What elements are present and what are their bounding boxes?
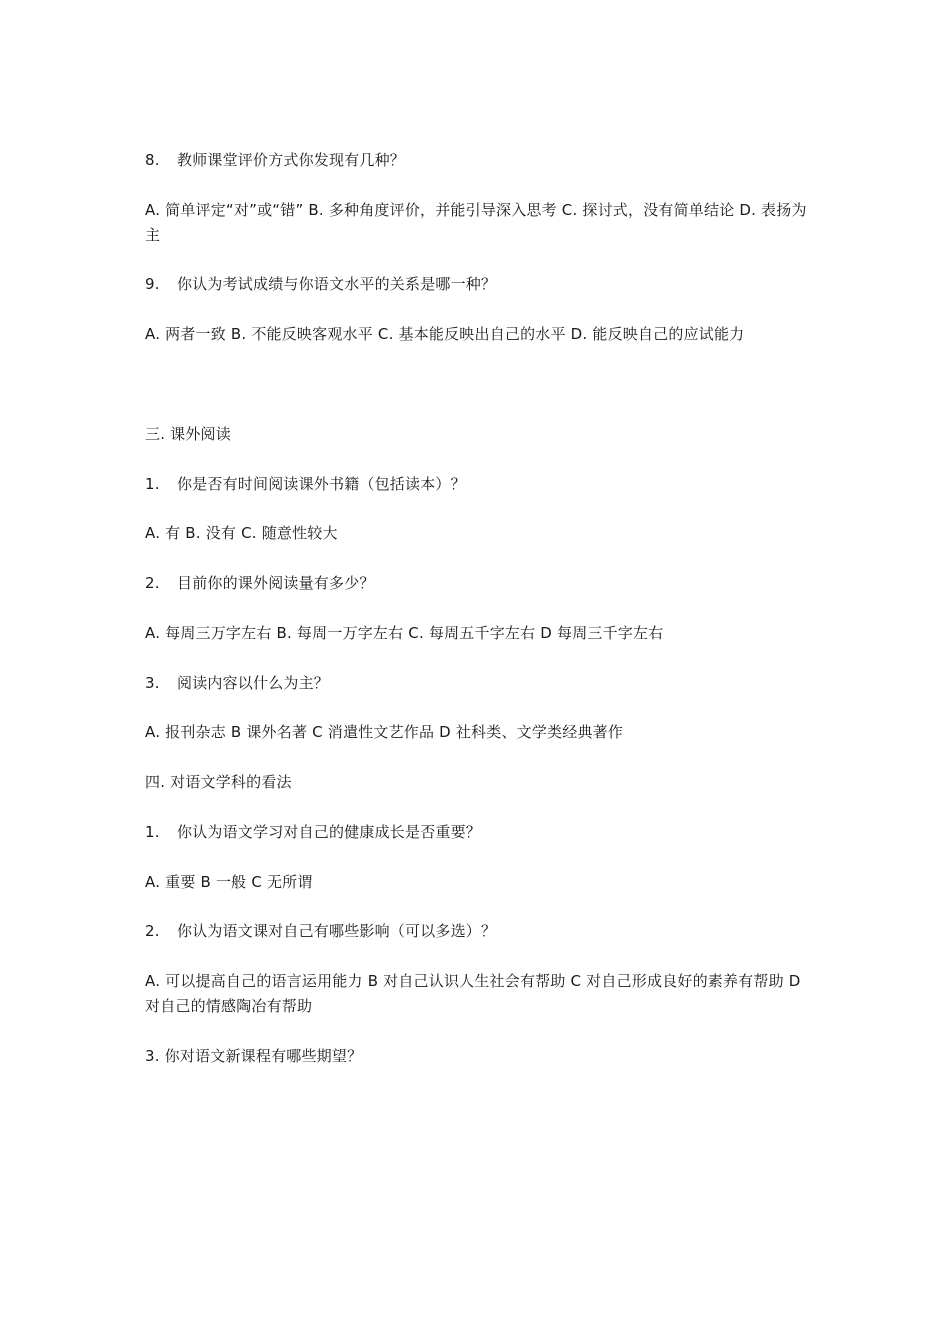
section-4-question-2 [145,919,810,944]
question-8 [145,148,810,173]
question-text: 教师课堂评价方式你发现有几种？ [177,151,406,169]
question-9 [145,272,810,297]
question-text: 你认为考试成绩与你语文水平的关系是哪一种？ [177,275,497,293]
section-3-question-2-options: A. 每周三万字左右 B. 每周一万字左右 C. 每周五千字左右 D 每周三千字左右 [145,624,664,642]
question-text: 阅读内容以什么为主？ [177,674,330,692]
question-text: 目前你的课外阅读量有多少？ [177,574,375,592]
question-8-options: A. 简单评定“对”或“错” B. 多种角度评价，并能引导深入思考 C. 探讨式，没有简单结论 D. 表扬为主 [145,201,807,244]
section-3-question-3 [145,671,810,696]
question-number: 1. [145,475,160,493]
question-number: 1. [145,823,160,841]
question-number: 8. [145,151,160,169]
question-text: 你认为语文学习对自己的健康成长是否重要？ [177,823,482,841]
question-number: 3. [145,674,160,692]
section-4-question-2-options: A. 可以提高自己的语言运用能力 B 对自己认识人生社会有帮助 C 对自己形成良好的素养有帮助 D 对自己的情感陶冶有帮助 [145,972,801,1015]
question-text: 你认为语文课对自己有哪些影响（可以多选）？ [177,922,497,940]
section-4-heading: 四. 对语文学科的看法 [145,773,292,791]
section-3-question-1 [145,472,810,497]
section-3-question-2 [145,571,810,596]
question-text: 你是否有时间阅读课外书籍（包括读本）？ [177,475,466,493]
question-number: 2. [145,574,160,592]
section-3-question-1-options: A. 有 B. 没有 C. 随意性较大 [145,524,338,542]
section-3-heading: 三. 课外阅读 [145,425,231,443]
section-3-question-3-options: A. 报刊杂志 B 课外名著 C 消遣性文艺作品 D 社科类、文学类经典著作 [145,723,624,741]
section-4-question-1-options: A. 重要 B 一般 C 无所谓 [145,873,313,891]
question-number: 9. [145,275,160,293]
section-4-question-1 [145,820,810,845]
section-4-question-3: 3. 你对语文新课程有哪些期望？ [145,1047,363,1065]
question-9-options: A. 两者一致 B. 不能反映客观水平 C. 基本能反映出自己的水平 D. 能反映自己的应试能力 [145,325,745,343]
question-number: 2. [145,922,160,940]
